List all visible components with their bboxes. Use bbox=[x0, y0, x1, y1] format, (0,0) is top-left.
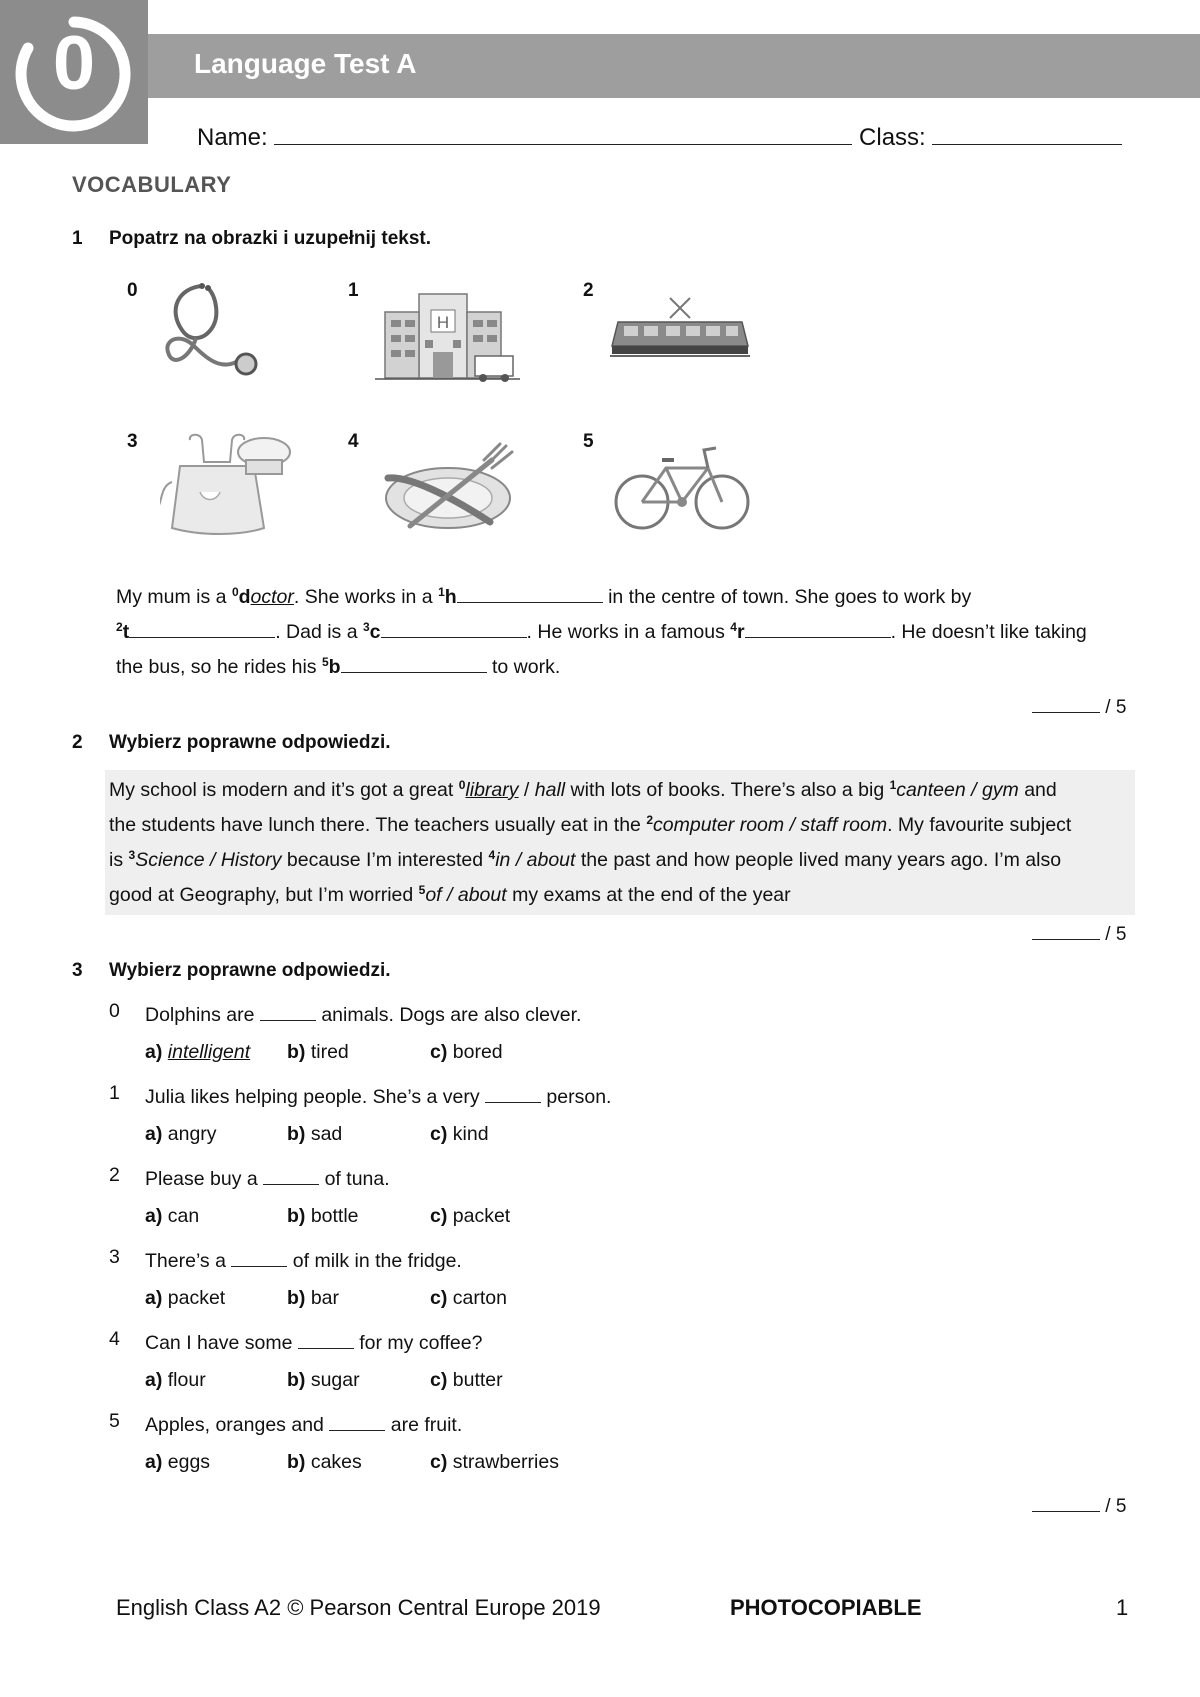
option-a[interactable]: a) angry bbox=[145, 1123, 217, 1145]
option-b[interactable]: b) tired bbox=[287, 1041, 349, 1063]
option-a[interactable]: a) intelligent bbox=[145, 1041, 251, 1063]
page-title: Language Test A bbox=[194, 48, 417, 79]
answer-gap[interactable] bbox=[745, 617, 891, 638]
option-b[interactable]: b) cakes bbox=[287, 1451, 362, 1473]
name-label: Name: bbox=[197, 124, 268, 151]
picture-number: 3 bbox=[127, 431, 138, 452]
option-b[interactable]: b) bar bbox=[287, 1287, 340, 1309]
example-answer: library bbox=[465, 779, 519, 801]
exercise-2-instruction: Wybierz poprawne odpowiedzi. bbox=[109, 732, 391, 753]
question-number: 4 bbox=[109, 1328, 120, 1350]
option-a[interactable]: a) can bbox=[145, 1205, 200, 1227]
option-c[interactable]: c) bored bbox=[430, 1041, 503, 1063]
question-text: Apples, oranges and are fruit. bbox=[145, 1410, 462, 1437]
class-field[interactable] bbox=[932, 120, 1122, 145]
question-number: 5 bbox=[109, 1410, 120, 1432]
plate-fork-knife-icon bbox=[380, 442, 520, 532]
bicycle-icon bbox=[612, 438, 752, 534]
exercise-1-text-line-3: the bus, so he rides his $^5$b to work. bbox=[116, 645, 560, 685]
picture-number: 5 bbox=[583, 431, 594, 452]
exercise-1-text-line-1: My mum is a $^0$doctor. She works in a $^1$h in the centre of town. She goes to work by bbox=[116, 575, 971, 615]
option-c[interactable]: c) carton bbox=[430, 1287, 507, 1309]
exercise-3-number: 3 bbox=[72, 960, 83, 981]
exercise-2-number: 2 bbox=[72, 732, 83, 753]
question-number: 0 bbox=[109, 1000, 120, 1022]
answer-gap[interactable] bbox=[381, 617, 527, 638]
option-c[interactable]: c) butter bbox=[430, 1369, 503, 1391]
exercise-2-text-line-2: the students have lunch there. The teachers usually eat in the $^2$computer room / staff room. My favourite subject bbox=[109, 813, 1072, 836]
option-b[interactable]: b) sad bbox=[287, 1123, 343, 1145]
stethoscope-icon bbox=[160, 280, 265, 390]
picture-number: 1 bbox=[348, 280, 359, 301]
option-b[interactable]: b) bottle bbox=[287, 1205, 359, 1227]
exercise-2-text-line-3: is $^3$Science / History because I’m interested $^4$in / about the past and how people lived many years ago. I’m also bbox=[109, 848, 1062, 871]
unit-number: 0 bbox=[52, 21, 96, 106]
exercise-1-instruction: Popatrz na obrazki i uzupełnij tekst. bbox=[109, 228, 431, 249]
option-pair[interactable]: of / about bbox=[425, 884, 507, 906]
score-box: / 5 bbox=[1032, 1491, 1126, 1518]
score-field[interactable] bbox=[1032, 692, 1100, 713]
picture-number: 4 bbox=[348, 431, 359, 452]
option-c[interactable]: c) kind bbox=[430, 1123, 489, 1145]
exercise-3-instruction: Wybierz poprawne odpowiedzi. bbox=[109, 960, 391, 981]
section-heading: VOCABULARY bbox=[72, 172, 232, 197]
option-a[interactable]: a) flour bbox=[145, 1369, 206, 1391]
option-pair[interactable]: in / about bbox=[495, 849, 576, 871]
chef-apron-hat-icon bbox=[160, 432, 295, 540]
exercise-2-text-line-1: My school is modern and it’s got a great $^0$library / hall with lots of books. There’s also a big $^1$canteen / gym and bbox=[109, 778, 1057, 801]
picture-number: 2 bbox=[583, 280, 594, 301]
example-answer: intelligent bbox=[167, 1041, 251, 1063]
svg-text:H: H bbox=[436, 313, 450, 332]
question-text: Dolphins are animals. Dogs are also clever. bbox=[145, 1000, 581, 1027]
footer-photocopiable: PHOTOCOPIABLE bbox=[730, 1595, 922, 1620]
question-text: Please buy a of tuna. bbox=[145, 1164, 390, 1191]
exercise-2-text-line-4: good at Geography, but I’m worried $^5$of / about my exams at the end of the year bbox=[109, 883, 791, 906]
option-pair[interactable]: computer room / staff room bbox=[653, 814, 888, 836]
answer-gap[interactable] bbox=[129, 617, 275, 638]
exercise-1-number: 1 bbox=[72, 228, 83, 249]
score-box: / 5 bbox=[1032, 919, 1126, 946]
title-bar bbox=[148, 34, 1200, 98]
answer-gap[interactable] bbox=[341, 652, 487, 673]
score-field[interactable] bbox=[1032, 1491, 1100, 1512]
picture-number: 0 bbox=[127, 280, 138, 301]
class-label: Class: bbox=[859, 124, 926, 151]
question-text: Julia likes helping people. She’s a very person. bbox=[145, 1082, 611, 1109]
question-text: Can I have some for my coffee? bbox=[145, 1328, 482, 1355]
option-pair[interactable]: Science / History bbox=[135, 849, 282, 871]
option-pair[interactable]: canteen / gym bbox=[896, 779, 1019, 801]
name-field[interactable] bbox=[274, 120, 852, 145]
question-text: There’s a of milk in the fridge. bbox=[145, 1246, 462, 1273]
page-number: 1 bbox=[1116, 1595, 1129, 1620]
question-number: 3 bbox=[109, 1246, 120, 1268]
example-answer: octor bbox=[250, 586, 294, 608]
hospital-icon bbox=[375, 290, 520, 382]
name-row bbox=[197, 120, 1122, 152]
option-b[interactable]: b) sugar bbox=[287, 1369, 360, 1391]
answer-gap[interactable] bbox=[457, 582, 603, 603]
option-c[interactable]: c) packet bbox=[430, 1205, 511, 1227]
question-number: 1 bbox=[109, 1082, 120, 1104]
unit-badge bbox=[0, 0, 148, 144]
score-box: / 5 bbox=[1032, 692, 1126, 719]
question-number: 2 bbox=[109, 1164, 120, 1186]
option-a[interactable]: a) eggs bbox=[145, 1451, 211, 1473]
exercise-1-text-line-2: $^2$t . Dad is a $^3$c . He works in a famous $^4$r . He doesn’t like taking bbox=[116, 610, 1087, 650]
footer-copyright: English Class A2 © Pearson Central Europe 2019 bbox=[116, 1595, 601, 1620]
option-c[interactable]: c) strawberries bbox=[430, 1451, 559, 1473]
score-field[interactable] bbox=[1032, 919, 1100, 940]
option-a[interactable]: a) packet bbox=[145, 1287, 226, 1309]
tram-icon bbox=[610, 296, 750, 362]
